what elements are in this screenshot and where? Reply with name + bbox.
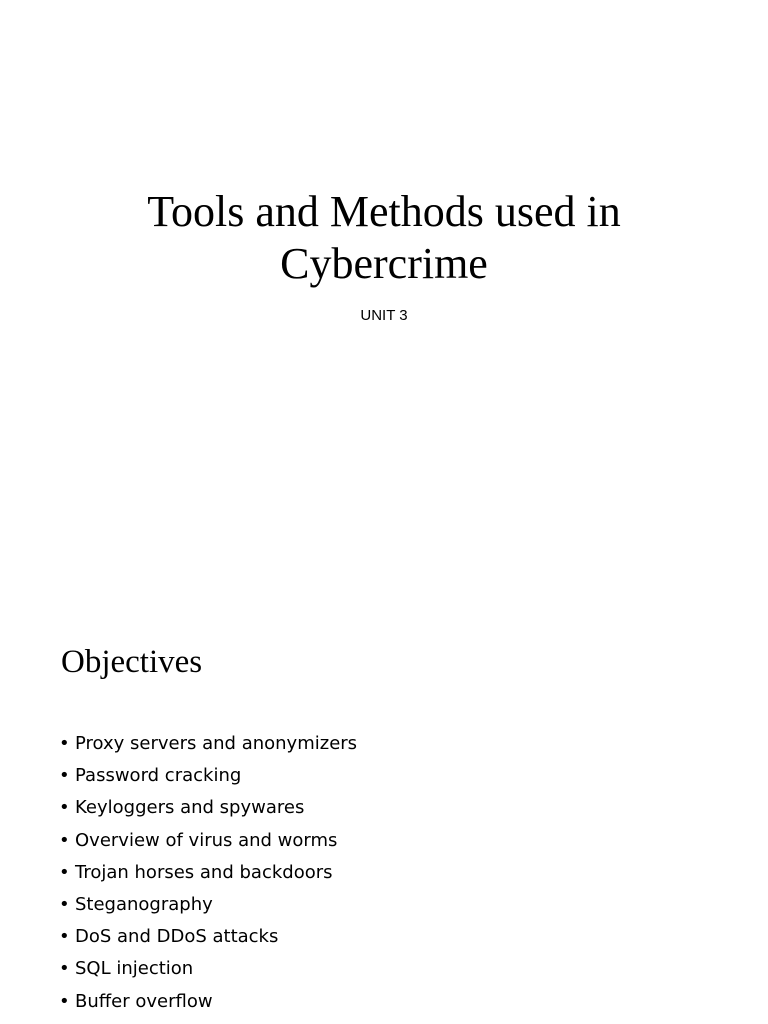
objective-text: Password cracking bbox=[75, 765, 242, 787]
bullet-icon: • bbox=[59, 958, 70, 980]
objective-item-buffer-overflow bbox=[59, 990, 739, 1022]
bullet-icon: • bbox=[59, 733, 70, 754]
unit-subtitle: UNIT 3 bbox=[360, 307, 408, 324]
objective-text: Overview of virus and worms bbox=[75, 829, 338, 851]
objectives-title: Objectives bbox=[61, 644, 203, 680]
presentation-title-line-1: Tools and Methods used in bbox=[147, 187, 621, 236]
presentation-title bbox=[64, 186, 704, 290]
bullet-icon: • bbox=[59, 797, 70, 819]
objective-item-sql-injection bbox=[59, 957, 739, 989]
bullet-icon: • bbox=[59, 893, 70, 915]
objective-item-steganography bbox=[59, 893, 739, 925]
objective-text: Steganography bbox=[75, 893, 213, 915]
bullet-icon: • bbox=[59, 990, 70, 1012]
objective-item-keyloggers bbox=[59, 796, 739, 828]
objective-item-trojans bbox=[59, 861, 739, 893]
bullet-icon: • bbox=[59, 765, 70, 787]
objective-text: Trojan horses and backdoors bbox=[75, 861, 333, 883]
bullet-icon: • bbox=[59, 926, 70, 948]
presentation-title-line-2: Cybercrime bbox=[280, 239, 488, 288]
objective-text: SQL injection bbox=[75, 958, 194, 980]
objective-text: DoS and DDoS attacks bbox=[75, 926, 279, 948]
bullet-icon: • bbox=[59, 829, 70, 851]
objective-text: Buffer overflow bbox=[75, 990, 213, 1012]
objective-item-virus-worms bbox=[59, 829, 739, 861]
objectives-slide bbox=[0, 576, 768, 1024]
objective-item-password-cracking bbox=[59, 764, 739, 796]
objectives-list bbox=[59, 732, 739, 1022]
objective-item-dos-ddos bbox=[59, 925, 739, 957]
objective-text: Keyloggers and spywares bbox=[75, 797, 305, 819]
bullet-icon: • bbox=[59, 861, 70, 883]
objective-item-proxy-servers bbox=[59, 732, 739, 764]
objective-text: Proxy servers and anonymizers bbox=[75, 733, 358, 754]
